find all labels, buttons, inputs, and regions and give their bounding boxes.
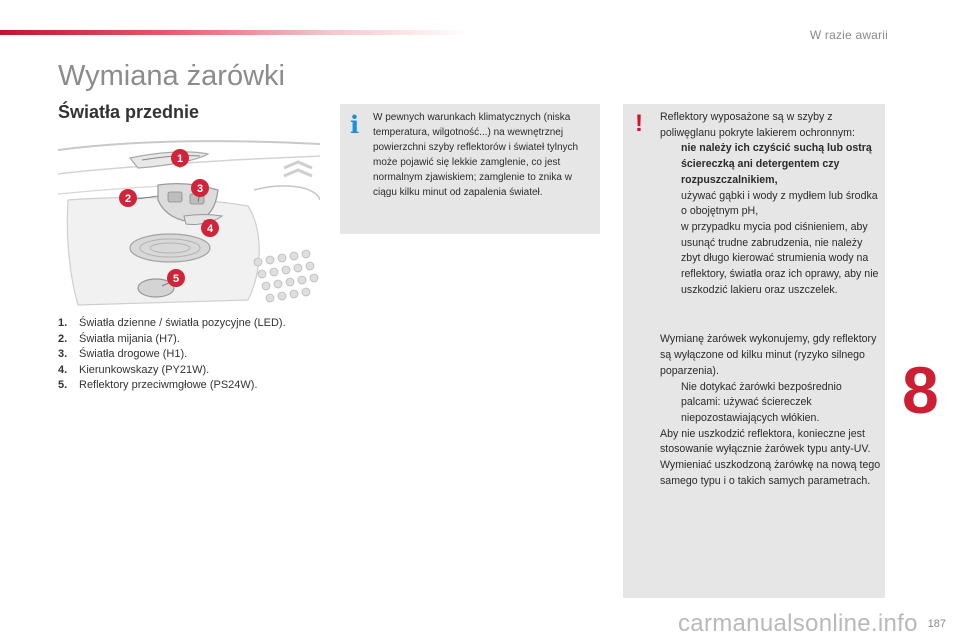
legend-number: 4.	[58, 363, 68, 376]
svg-text:1: 1	[176, 153, 184, 165]
legend-item	[58, 316, 328, 332]
legend-number: 1.	[58, 317, 68, 329]
info-note-text: W pewnych warunkach klimatycznych (niska temperatura, wilgotność...) na wewnętrznej powierzchni szyby reflektorów i świateł tylnych może pojawić się lekkie zamglenie, co jest normalnym zjawiskiem; zamglenie to znika w ciągu kilku minut od zapalenia świateł.	[373, 112, 579, 198]
section-header: W razie awarii	[809, 28, 888, 42]
bulb-legend-list	[58, 316, 328, 394]
legend-item	[58, 332, 328, 348]
legend-number: 5.	[58, 379, 68, 391]
warning-bullet	[660, 141, 882, 188]
callout-3	[191, 179, 209, 197]
warning-bullet-text: nie należy ich czyścić suchą lub ostrą ściereczką ani detergentem czy rozpuszczalnikiem,	[681, 142, 872, 186]
legend-text: Reflektory przeciwmgłowe (PS24W).	[79, 379, 258, 391]
warning-note-content	[660, 110, 882, 489]
legend-number: 3.	[58, 348, 68, 360]
legend-text: Kierunkowskazy (PY21W).	[79, 363, 210, 376]
header-accent-bar	[0, 30, 470, 35]
info-icon: i	[350, 110, 360, 139]
legend-number: 2.	[58, 332, 68, 345]
warning-paragraph: Wymianę żarówek wykonujemy, gdy reflektory są wyłączone od kilku minut (ryzyko silnego poparzenia).	[660, 333, 877, 377]
legend-text: Światła dzienne / światła pozycyjne (LED).	[79, 317, 286, 329]
bullet-marker	[660, 380, 681, 427]
svg-text:5: 5	[172, 273, 180, 285]
warning-bullet	[660, 220, 882, 299]
legend-text: Światła drogowe (H1).	[79, 348, 188, 360]
legend-text: Światła mijania (H7).	[79, 332, 180, 345]
legend-item	[58, 363, 328, 379]
warning-bullet	[660, 380, 882, 427]
warning-bullet-text: używać gąbki i wody z mydłem lub środka o obojętnym pH,	[681, 189, 878, 218]
svg-text:3: 3	[196, 183, 204, 195]
chapter-number: 8	[902, 353, 939, 427]
warning-paragraph: Wymieniać uszkodzoną żarówkę na nową tego samego typu i o takich samych parametrach.	[660, 459, 881, 487]
legend-item	[58, 378, 328, 394]
section-subtitle: Światła przednie	[58, 102, 200, 122]
info-note-box	[340, 104, 600, 234]
watermark: carmanualsonline.info	[678, 610, 918, 637]
page-number: 187	[927, 618, 946, 630]
legend-item	[58, 347, 328, 363]
svg-text:4: 4	[206, 223, 214, 235]
bullet-marker	[660, 220, 681, 299]
warning-bullet-text: Nie dotykać żarówki bezpośrednio palcami: używać ściereczek niepozostawiających włókien.	[681, 380, 842, 424]
warning-bullet-text: w przypadku mycia pod ciśnieniem, aby usunąć trudne zabrudzenia, nie należy zbyt długo kierować strumienia wody na reflektory, światła oraz ich oprawy, aby nie uszkodzić lakieru oraz uszczelek.	[681, 220, 879, 296]
callout-1	[171, 149, 189, 167]
warning-icon: !	[635, 110, 643, 137]
car-front-illustration	[58, 130, 320, 308]
bullet-marker	[660, 189, 681, 220]
warning-note-box	[623, 104, 885, 598]
callout-2	[119, 189, 137, 207]
page-title: Wymiana żarówki	[58, 60, 285, 92]
callout-4	[201, 219, 219, 237]
warning-paragraph: Aby nie uszkodzić reflektora, konieczne jest stosowanie wyłącznie żarówek typu anty-UV.	[660, 427, 871, 456]
bullet-marker	[660, 141, 681, 188]
svg-text:2: 2	[124, 193, 132, 205]
warning-bullet	[660, 189, 882, 220]
callout-5	[167, 269, 185, 287]
warning-intro: Reflektory wyposażone są w szyby z poliwęglanu pokryte lakierem ochronnym:	[660, 111, 855, 139]
